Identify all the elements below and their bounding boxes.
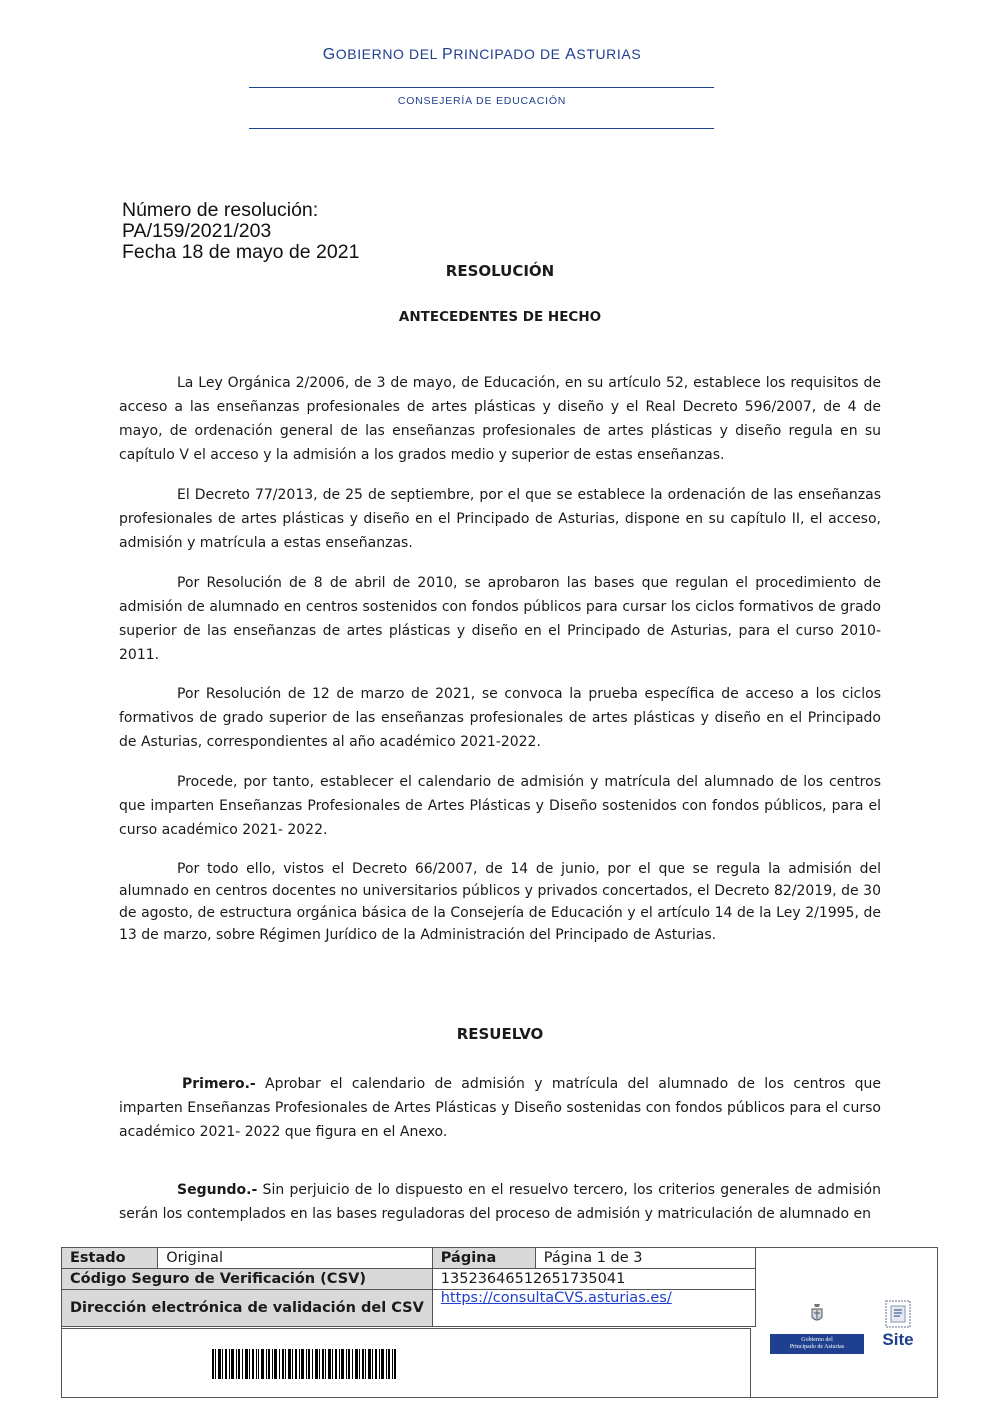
header-title-initial-p: P	[442, 46, 454, 63]
site-logo	[879, 1298, 917, 1354]
gobierno-logo-line-2: Principado de Asturias	[789, 1344, 845, 1350]
csv-url-link[interactable]: https://consultaCVS.asturias.es/	[440, 1290, 672, 1306]
heading-resuelvo: RESUELVO	[456, 1025, 544, 1043]
verification-table	[61, 1247, 756, 1327]
resuelvo-primero: Primero.- Aprobar el calendario de admisión y matrícula del alumnado de los centros que imparten Enseñanzas Profesionales de Artes Plásticas y Diseño sostenidas con fondos públicos para el curso académico 2021- 2022 que figura en el Anexo.	[119, 1076, 881, 1140]
csv-url-cell	[432, 1290, 755, 1327]
crest-icon	[810, 1302, 824, 1324]
heading-antecedentes: ANTECEDENTES DE HECHO	[398, 309, 602, 325]
heading-resolucion: RESOLUCIÓN	[445, 262, 555, 280]
csv-url-label: Dirección electrónica de validación del CSV	[62, 1290, 433, 1327]
pagina-value: Página 1 de 3	[535, 1248, 755, 1269]
header-title-initial-g: G	[322, 46, 336, 63]
header-subtitle: CONSEJERÍA DE EDUCACIÓN	[397, 95, 567, 107]
site-logo-text: Site	[882, 1330, 914, 1349]
estado-label: Estado	[62, 1248, 158, 1269]
antecedente-paragraph-3: Por Resolución de 8 de abril de 2010, se aprobaron las bases que regulan el procedimiento de admisión de alumnado en centros sostenidos con fondos públicos para cursar los ciclos formativos de grado superior de las enseñanzas de artes plásticas y diseño en el Principado de Asturias, para el curso 2010-2011.	[119, 575, 881, 663]
pagina-label: Página	[432, 1248, 535, 1269]
estado-value: Original	[158, 1248, 433, 1269]
antecedente-paragraph-6: Por todo ello, vistos el Decreto 66/2007, de 14 de junio, por el que se regula la admisión del alumnado en centros docentes no universitarios públicos y privados concertados, el Decreto 82/2019, de 30 de agosto, de estructura orgánica básica de la Consejería de Educación y el artículo 14 de la Ley 2/1995, de 13 de marzo, sobre Régimen Jurídico de la Administración del Principado de Asturias.	[119, 861, 881, 943]
csv-value: 13523646512651735041	[432, 1269, 755, 1290]
csv-label: Código Seguro de Verificación (CSV)	[62, 1269, 433, 1290]
resolution-number: PA/159/2021/203	[122, 220, 272, 242]
header-title-initial-a: A	[565, 46, 577, 63]
gobierno-logo-band	[770, 1334, 864, 1354]
antecedente-paragraph-1: La Ley Orgánica 2/2006, de 3 de mayo, de Educación, en su artículo 52, establece los requisitos de acceso a las enseñanzas profesionales de artes plásticas y diseño y el Real Decreto 596/2007, de 4 de mayo, de ordenación general de las enseñanzas profesionales de artes plásticas y diseño regula en su capítulo V el acceso y la admisión a los grados medio y superior de estas enseñanzas.	[119, 375, 881, 463]
resuelvo-segundo: Segundo.- Sin perjuicio de lo dispuesto en el resuelvo tercero, los criterios generales de admisión serán los contemplados en las bases reguladoras del proceso de admisión y matriculación de alumnado en	[119, 1182, 881, 1222]
antecedente-paragraph-2: El Decreto 77/2013, de 25 de septiembre, por el que se establece la ordenación de las enseñanzas profesionales de artes plásticas y diseño en el Principado de Asturias, dispone en su capítulo II, el acceso, admisión y matrícula a estas enseñanzas.	[119, 487, 881, 551]
header-title	[0, 46, 964, 64]
antecedente-paragraph-4: Por Resolución de 12 de marzo de 2021, se convoca la prueba específica de acceso a los ciclos formativos de grado superior de las enseñanzas profesionales de artes plásticas y diseño en el Principado de Asturias, correspondientes al año académico 2021-2022.	[119, 686, 881, 750]
resolution-block	[122, 200, 359, 263]
gobierno-asturias-logo	[770, 1300, 864, 1356]
resolution-date: Fecha 18 de mayo de 2021	[122, 241, 360, 263]
header-title-part-2: RINCIPADO DE	[453, 46, 566, 62]
antecedente-paragraph-5: Procede, por tanto, establecer el calendario de admisión y matrícula del alumnado de los centros que imparten Enseñanzas Profesionales de Artes Plásticas y Diseño sostenidos con fondos públicos, para el curso académico 2021- 2022.	[119, 774, 881, 838]
gobierno-logo-line-1: Gobierno del	[801, 1337, 833, 1343]
header-title-part-3: STURIAS	[576, 46, 642, 62]
header-title-part-1: OBIERNO DEL	[335, 46, 443, 62]
resuelvo-primero-label: Primero.-	[182, 1076, 256, 1092]
header-divider-bottom	[249, 128, 714, 129]
barcode-area	[61, 1328, 751, 1398]
site-frame-icon	[885, 1300, 911, 1328]
resuelvo-segundo-label: Segundo.-	[177, 1182, 258, 1198]
barcode-icon	[212, 1349, 396, 1379]
resolution-number-label: Número de resolución:	[122, 199, 319, 221]
header-divider-top	[249, 87, 714, 88]
